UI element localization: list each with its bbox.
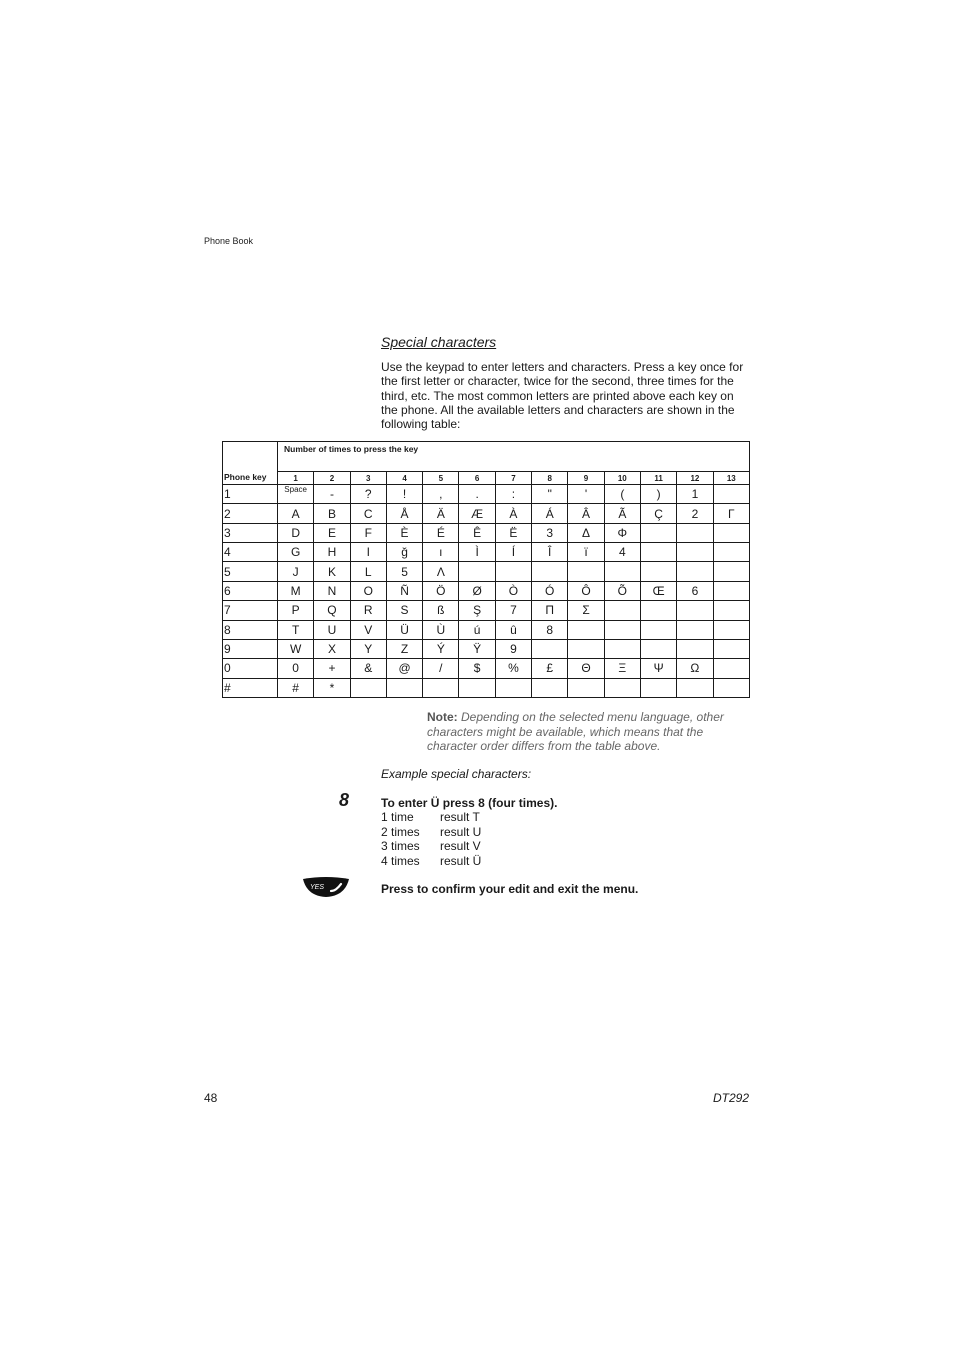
character-cell: Δ: [568, 523, 604, 542]
character-cell: ): [640, 485, 676, 504]
character-cell: Ÿ: [459, 639, 495, 658]
running-head: Phone Book: [204, 236, 254, 246]
list-item: [381, 810, 481, 825]
character-cell: W: [278, 639, 314, 658]
character-cell: Θ: [568, 659, 604, 678]
character-cell: [604, 678, 640, 697]
column-number: 9: [568, 472, 604, 485]
example-heading: Example special characters:: [381, 767, 532, 781]
character-cell: [677, 523, 713, 542]
character-cell: N: [314, 581, 350, 600]
character-cell: Z: [386, 639, 422, 658]
phone-key-header: Phone key: [223, 442, 278, 485]
character-cell: G: [278, 543, 314, 562]
character-cell: R: [350, 601, 386, 620]
column-number: 2: [314, 472, 350, 485]
character-cell: Ô: [568, 581, 604, 600]
phone-key-cell: 9: [223, 639, 278, 658]
column-number: 6: [459, 472, 495, 485]
list-item: [381, 825, 481, 840]
character-cell: 7: [495, 601, 531, 620]
character-cell: O: [350, 581, 386, 600]
character-cell: T: [278, 620, 314, 639]
column-number: 5: [423, 472, 459, 485]
column-number: 8: [532, 472, 568, 485]
phone-key-cell: 4: [223, 543, 278, 562]
character-cell: [713, 543, 749, 562]
character-cell: Ü: [386, 620, 422, 639]
character-cell: J: [278, 562, 314, 581]
character-cell: S: [386, 601, 422, 620]
character-cell: %: [495, 659, 531, 678]
character-cell: Ó: [532, 581, 568, 600]
character-cell: Σ: [568, 601, 604, 620]
character-cell: 1: [677, 485, 713, 504]
column-number: 12: [677, 472, 713, 485]
character-cell: ğ: [386, 543, 422, 562]
character-cell: +: [314, 659, 350, 678]
character-cell: [713, 562, 749, 581]
column-number: 10: [604, 472, 640, 485]
character-cell: Ç: [640, 504, 676, 523]
phone-key-cell: 5: [223, 562, 278, 581]
column-number: 7: [495, 472, 531, 485]
character-cell: F: [350, 523, 386, 542]
press-count: 1 time: [381, 810, 414, 824]
character-cell: ,: [423, 485, 459, 504]
character-cell: Ω: [677, 659, 713, 678]
character-cell: [677, 562, 713, 581]
character-cell: £: [532, 659, 568, 678]
character-cell: ı: [423, 543, 459, 562]
column-number: 11: [640, 472, 676, 485]
character-cell: U: [314, 620, 350, 639]
character-cell: 6: [677, 581, 713, 600]
character-cell: E: [314, 523, 350, 542]
phone-key-cell: #: [223, 678, 278, 697]
character-cell: [532, 639, 568, 658]
character-cell: #: [278, 678, 314, 697]
character-cell: [604, 620, 640, 639]
confirm-instruction: Press to confirm your edit and exit the menu.: [381, 882, 639, 896]
press-result: result V: [440, 839, 481, 854]
character-cell: ?: [350, 485, 386, 504]
character-cell: [459, 678, 495, 697]
note-text: Depending on the selected menu language, other characters might be available, which means that the character order differs from the table above.: [427, 710, 724, 753]
phone-key-cell: 6: [223, 581, 278, 600]
character-cell: K: [314, 562, 350, 581]
character-cell: [495, 678, 531, 697]
character-cell: Ä: [423, 504, 459, 523]
character-cell: C: [350, 504, 386, 523]
character-cell: M: [278, 581, 314, 600]
character-cell: Q: [314, 601, 350, 620]
character-cell: Ì: [459, 543, 495, 562]
character-cell: $: [459, 659, 495, 678]
character-cell: P: [278, 601, 314, 620]
character-cell: *: [314, 678, 350, 697]
character-cell: [604, 601, 640, 620]
phone-key-cell: 0: [223, 659, 278, 678]
character-cell: Ë: [495, 523, 531, 542]
phone-key-cell: 8: [223, 620, 278, 639]
character-cell: Â: [568, 504, 604, 523]
table-row: [223, 543, 750, 562]
character-cell: 5: [386, 562, 422, 581]
character-cell: Ø: [459, 581, 495, 600]
character-cell: [640, 543, 676, 562]
table-row: [223, 620, 750, 639]
column-number: 3: [350, 472, 386, 485]
phone-key-cell: 3: [223, 523, 278, 542]
character-cell: [640, 601, 676, 620]
character-cell: /: [423, 659, 459, 678]
document-id: DT292: [712, 1091, 749, 1105]
character-cell: V: [350, 620, 386, 639]
table-row: [223, 659, 750, 678]
character-cell: û: [495, 620, 531, 639]
character-cell: [713, 620, 749, 639]
character-cell: Æ: [459, 504, 495, 523]
character-cell: Õ: [604, 581, 640, 600]
character-cell: [640, 562, 676, 581]
phone-key-cell: 7: [223, 601, 278, 620]
character-cell: 4: [604, 543, 640, 562]
character-cell: (: [604, 485, 640, 504]
character-cell: [532, 562, 568, 581]
character-cell: 8: [532, 620, 568, 639]
press-result: result U: [440, 824, 482, 839]
character-cell: I: [350, 543, 386, 562]
character-cell: Í: [495, 543, 531, 562]
table-row: [223, 581, 750, 600]
character-cell: 3: [532, 523, 568, 542]
character-cell: Œ: [640, 581, 676, 600]
character-cell: ú: [459, 620, 495, 639]
character-cell: X: [314, 639, 350, 658]
character-cell: ": [532, 485, 568, 504]
table-row: [223, 504, 750, 523]
character-cell: Π: [532, 601, 568, 620]
character-cell: À: [495, 504, 531, 523]
character-cell: [713, 523, 749, 542]
character-cell: 0: [278, 659, 314, 678]
character-cell: È: [386, 523, 422, 542]
character-cell: [713, 678, 749, 697]
character-cell: H: [314, 543, 350, 562]
character-cell: Space: [278, 485, 314, 504]
character-cell: Ý: [423, 639, 459, 658]
character-cell: [713, 659, 749, 678]
character-cell: Γ: [713, 504, 749, 523]
column-number-row: [223, 472, 750, 485]
press-result: result Ü: [440, 854, 482, 869]
character-cell: [713, 601, 749, 620]
press-results-list: [381, 810, 481, 869]
character-cell: [350, 678, 386, 697]
character-cell: [568, 639, 604, 658]
section-title: Special characters: [381, 334, 497, 350]
page-number: 48: [204, 1091, 218, 1105]
character-cell: Ξ: [604, 659, 640, 678]
character-cell: [495, 562, 531, 581]
press-count: 4 times: [381, 854, 420, 869]
special-characters-table: [222, 441, 750, 698]
character-cell: Ş: [459, 601, 495, 620]
intro-paragraph: Use the keypad to enter letters and characters. Press a key once for the first letter or character, twice for the second, three times for the third, etc. The most common letters are printed above each key on the phone. All the available letters and characters are shown in the following table:: [381, 360, 744, 432]
character-cell: !: [386, 485, 422, 504]
character-cell: [423, 678, 459, 697]
character-cell: Y: [350, 639, 386, 658]
character-cell: Ê: [459, 523, 495, 542]
character-cell: [459, 562, 495, 581]
character-cell: .: [459, 485, 495, 504]
character-cell: Ã: [604, 504, 640, 523]
table-row: [223, 562, 750, 581]
character-cell: Å: [386, 504, 422, 523]
character-cell: 9: [495, 639, 531, 658]
character-cell: [640, 678, 676, 697]
character-cell: D: [278, 523, 314, 542]
character-cell: Ñ: [386, 581, 422, 600]
character-cell: :: [495, 485, 531, 504]
table-row: [223, 639, 750, 658]
character-cell: Λ: [423, 562, 459, 581]
character-cell: Ö: [423, 581, 459, 600]
character-cell: [640, 523, 676, 542]
character-cell: [568, 678, 604, 697]
character-cell: [677, 543, 713, 562]
character-cell: [604, 639, 640, 658]
character-cell: [713, 581, 749, 600]
character-cell: ï: [568, 543, 604, 562]
column-number: 13: [713, 472, 749, 485]
press-result: result T: [440, 810, 480, 824]
column-number: 1: [278, 472, 314, 485]
press-count-header: Number of times to press the key: [278, 442, 750, 472]
character-cell: [713, 639, 749, 658]
column-number: 4: [386, 472, 422, 485]
table-row: [223, 601, 750, 620]
table-row: [223, 678, 750, 697]
character-cell: [640, 639, 676, 658]
character-cell: B: [314, 504, 350, 523]
character-cell: Ψ: [640, 659, 676, 678]
character-cell: É: [423, 523, 459, 542]
character-cell: L: [350, 562, 386, 581]
character-cell: [604, 562, 640, 581]
character-cell: [532, 678, 568, 697]
yes-key-label: YES: [310, 884, 325, 891]
character-cell: [677, 639, 713, 658]
character-cell: Φ: [604, 523, 640, 542]
character-cell: [677, 601, 713, 620]
phone-key-cell: 1: [223, 485, 278, 504]
character-cell: Î: [532, 543, 568, 562]
character-cell: 2: [677, 504, 713, 523]
phone-key-cell: 2: [223, 504, 278, 523]
press-count: 2 times: [381, 824, 420, 839]
character-cell: [568, 562, 604, 581]
character-cell: &: [350, 659, 386, 678]
character-cell: Á: [532, 504, 568, 523]
character-cell: Ù: [423, 620, 459, 639]
list-item: [381, 854, 481, 869]
note-label: Note:: [427, 710, 458, 724]
table-row: [223, 485, 750, 504]
character-cell: [713, 485, 749, 504]
character-cell: [640, 620, 676, 639]
character-cell: ': [568, 485, 604, 504]
character-cell: ß: [423, 601, 459, 620]
character-cell: [568, 620, 604, 639]
press-count: 3 times: [381, 839, 420, 854]
character-cell: [677, 678, 713, 697]
character-cell: A: [278, 504, 314, 523]
list-item: [381, 839, 481, 854]
step-title: To enter Ü press 8 (four times).: [381, 796, 558, 810]
character-rows: [223, 485, 750, 698]
note: [427, 710, 749, 754]
character-cell: -: [314, 485, 350, 504]
character-cell: @: [386, 659, 422, 678]
yes-key-icon: [302, 876, 350, 898]
character-cell: Ò: [495, 581, 531, 600]
character-cell: [677, 620, 713, 639]
step-number-key: 8: [339, 790, 350, 810]
table-row: [223, 523, 750, 542]
character-cell: [386, 678, 422, 697]
